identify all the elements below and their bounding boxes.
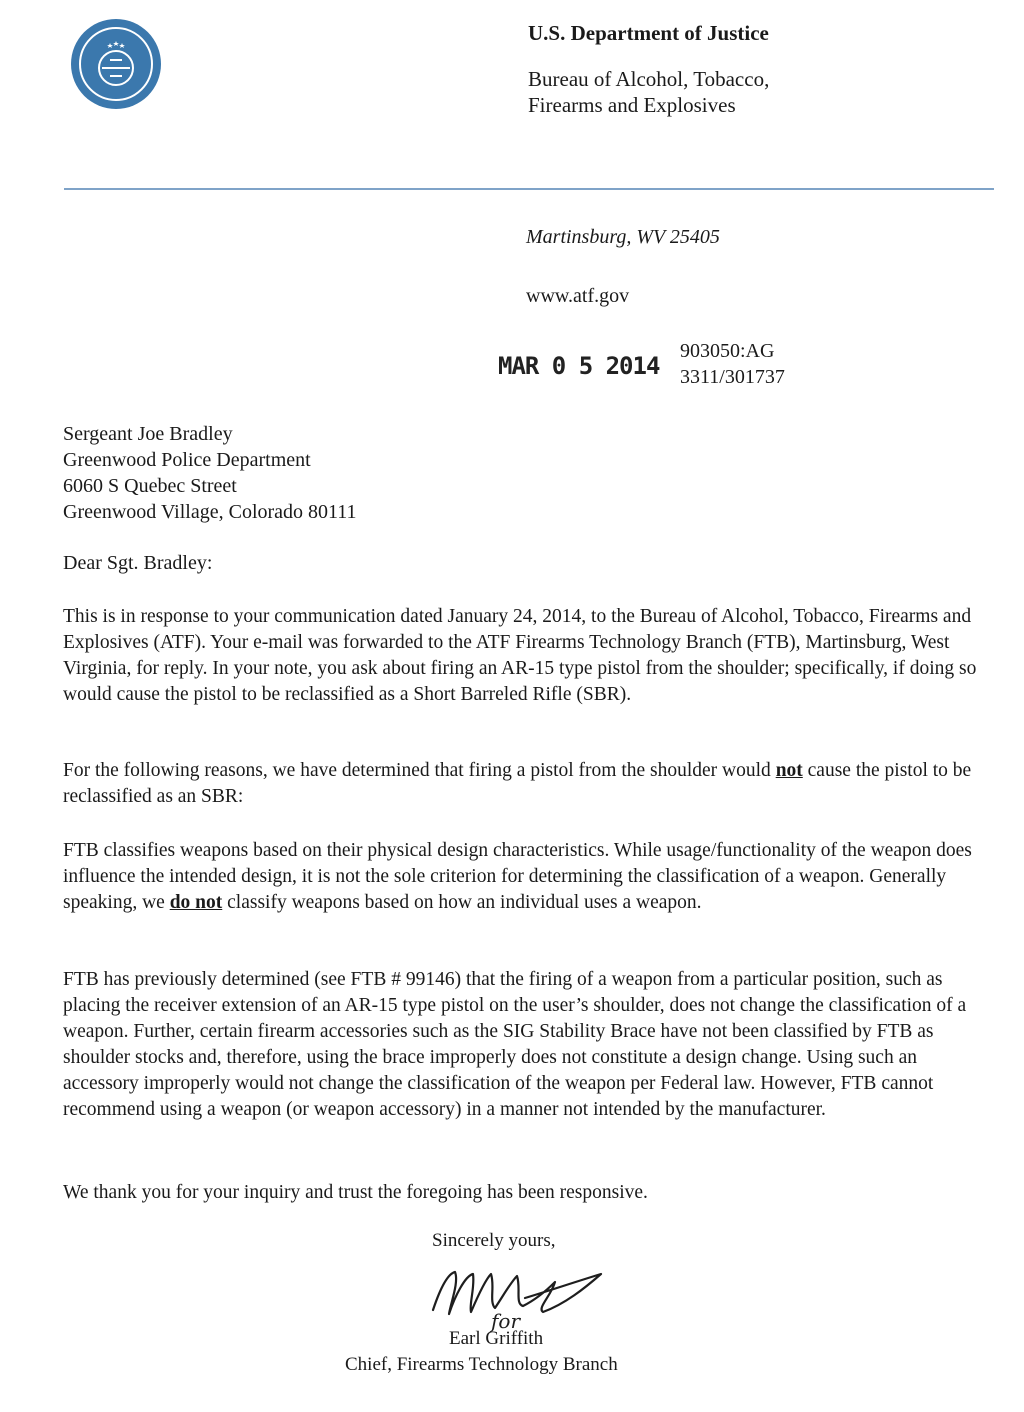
handwritten-signature (425, 1252, 625, 1334)
recipient-city: Greenwood Village, Colorado 80111 (63, 501, 357, 523)
office-location: Martinsburg, WV 25405 (526, 226, 720, 248)
emphasis-do-not: do not (169, 892, 223, 913)
paragraph-1: This is in response to your communication dated January 24, 2014, to the Bureau of Alcohol, Tobacco, Firearms and Explosives (ATF). Your e-mail was forwarded to the ATF Firearms Technology Branch (FTB), Martinsburg, West Virginia, for reply. In your note, you ask about firing an AR-15 type pistol from the shoulder; specifically, if doing so would cause the pistol to be reclassified as a Short Barreled Rifle (SBR). (63, 606, 977, 705)
paragraph-2-text: For the following reasons, we have determined that firing a pistol from the shoulder would (63, 760, 776, 781)
bureau-name-line1: Bureau of Alcohol, Tobacco, (528, 67, 770, 91)
paragraph-2-text-end: cause the pistol to be reclassified as an SBR: (63, 760, 972, 807)
paragraph-3-text: FTB classifies weapons based on their physical design characteristics. While usage/functionality of the weapon does influence the intended design, it is not the sole criterion for determining the classification of a weapon. Generally speaking, we (63, 840, 972, 913)
reference-line-2: 3311/301737 (680, 366, 785, 388)
recipient-address (63, 421, 357, 525)
paragraph-3 (63, 838, 983, 916)
paragraph-4: FTB has previously determined (see FTB # 99146) that the firing of a weapon from a particular position, such as placing the receiver extension of an AR-15 type pistol on the user’s shoulder, does not change the classification of a weapon. Further, certain firearm accessories such as the SIG Stability Brace have not been classified by FTB as shoulder stocks and, therefore, using the brace improperly does not constitute a design change. Using such an accessory improperly would not change the classification of the weapon per Federal law. However, FTB cannot recommend using a weapon (or weapon accessory) in a manner not intended by the manufacturer. (63, 969, 967, 1120)
svg-text:for: for (491, 1309, 521, 1333)
signer-name: Earl Griffith (449, 1328, 544, 1349)
reference-line-1: 903050:AG (680, 340, 775, 362)
salutation: Dear Sgt. Bradley: (63, 552, 213, 574)
recipient-organization: Greenwood Police Department (63, 449, 311, 471)
recipient-street: 6060 S Quebec Street (63, 475, 237, 497)
header-divider (64, 188, 994, 190)
emphasis-not: not (775, 760, 803, 781)
reference-numbers (680, 338, 785, 390)
agency-website: www.atf.gov (526, 285, 630, 307)
signer-title: Chief, Firearms Technology Branch (345, 1354, 618, 1375)
paragraph-3-text-end: classify weapons based on how an individual uses a weapon. (222, 892, 702, 913)
valediction: Sincerely yours, (432, 1230, 556, 1251)
agency-header (528, 20, 769, 118)
paragraph-2 (63, 758, 983, 810)
paragraph-5: We thank you for your inquiry and trust the foregoing has been responsive. (63, 1182, 648, 1203)
date-stamp: MAR 0 5 2014 (498, 352, 660, 380)
doj-atf-seal-icon (70, 18, 162, 110)
recipient-name: Sergeant Joe Bradley (63, 423, 233, 445)
bureau-name-line2: Firearms and Explosives (528, 93, 736, 117)
department-name: U.S. Department of Justice (528, 21, 769, 45)
